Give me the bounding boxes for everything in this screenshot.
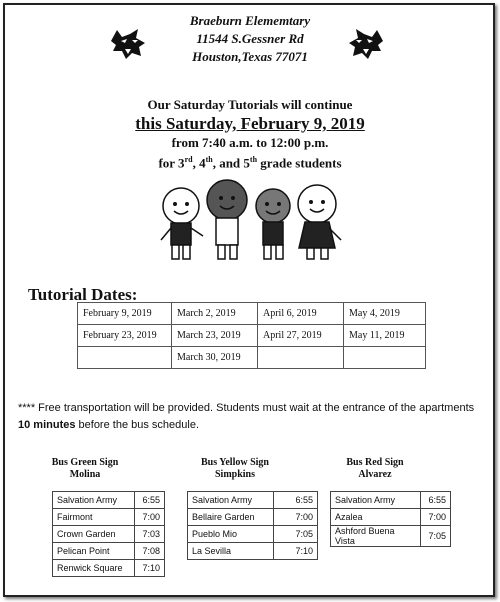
bus-yellow-header	[180, 457, 290, 481]
grades-suffix: grade students	[257, 155, 342, 171]
table-row	[53, 543, 165, 560]
bus-green-header	[30, 457, 140, 481]
table-cell: April 6, 2019	[258, 303, 344, 325]
table-cell: February 9, 2019	[78, 303, 172, 325]
bus-sign: Bus Green Sign	[51, 457, 119, 468]
notice-emphasis: 10 minutes	[18, 419, 76, 431]
table-row	[53, 509, 165, 526]
table-row	[188, 492, 318, 509]
stop-name: Pelican Point	[53, 543, 135, 560]
stop-name: Ashford Buena Vista	[331, 526, 421, 547]
table-cell	[344, 347, 426, 369]
grade-sup-1: rd	[184, 155, 193, 164]
table-cell	[258, 347, 344, 369]
stop-time: 7:00	[135, 509, 165, 526]
tutorial-dates-table	[77, 302, 426, 369]
stop-name: Salvation Army	[331, 492, 421, 509]
stop-time: 7:10	[135, 560, 165, 577]
grade-sup-2: th	[205, 155, 213, 164]
bus-sign: Bus Red Sign	[346, 457, 404, 468]
school-header	[0, 12, 500, 66]
table-row	[78, 325, 426, 347]
table-cell: May 11, 2019	[344, 325, 426, 347]
stop-name: Bellaire Garden	[188, 509, 274, 526]
stop-name: Fairmont	[53, 509, 135, 526]
stop-time: 7:00	[421, 509, 451, 526]
stop-time: 7:10	[274, 543, 318, 560]
bus-driver: Molina	[69, 469, 101, 480]
grades-mid-1: , 4	[192, 155, 206, 171]
bus-sign: Bus Yellow Sign	[201, 457, 269, 468]
intro-date-headline: this Saturday, February 9, 2019	[135, 114, 365, 133]
stop-name: Azalea	[331, 509, 421, 526]
table-row	[78, 303, 426, 325]
stop-name: Salvation Army	[188, 492, 274, 509]
stop-time: 7:03	[135, 526, 165, 543]
panther-head-icon	[108, 27, 148, 61]
bus-red-schedule	[330, 491, 451, 547]
table-row	[78, 347, 426, 369]
table-row	[331, 526, 451, 547]
table-cell: March 30, 2019	[172, 347, 258, 369]
table-row	[53, 560, 165, 577]
stop-name: Crown Garden	[53, 526, 135, 543]
intro-time: from 7:40 a.m. to 12:00 p.m.	[171, 135, 329, 150]
table-cell: May 4, 2019	[344, 303, 426, 325]
stop-name: La Sevilla	[188, 543, 274, 560]
table-row	[331, 492, 451, 509]
table-row	[331, 509, 451, 526]
stop-time: 7:05	[421, 526, 451, 547]
stop-time: 7:08	[135, 543, 165, 560]
notice-text-2: before the bus schedule.	[75, 419, 199, 431]
stop-name: Renwick Square	[53, 560, 135, 577]
stop-time: 7:05	[274, 526, 318, 543]
stop-time: 6:55	[135, 492, 165, 509]
table-row	[53, 526, 165, 543]
intro-grades	[0, 151, 500, 171]
bus-red-header	[320, 457, 430, 481]
grades-mid-2: , and 5	[212, 155, 250, 171]
school-city: Houston,Texas 77071	[192, 49, 308, 64]
school-address: 11544 S.Gessner Rd	[196, 31, 304, 46]
bus-driver: Alvarez	[358, 469, 392, 480]
stop-name: Salvation Army	[53, 492, 135, 509]
bus-yellow-schedule	[187, 491, 318, 560]
stop-time: 6:55	[274, 492, 318, 509]
grade-sup-3: th	[249, 155, 258, 164]
table-row	[188, 509, 318, 526]
grades-prefix: for 3	[158, 155, 185, 171]
table-cell: March 2, 2019	[172, 303, 258, 325]
stop-time: 7:00	[274, 509, 318, 526]
school-name: Braeburn Elememtary	[189, 13, 311, 28]
transportation-notice	[18, 400, 486, 434]
table-cell: April 27, 2019	[258, 325, 344, 347]
table-cell: March 23, 2019	[172, 325, 258, 347]
bus-driver: Simpkins	[214, 469, 256, 480]
stop-name: Pueblo Mio	[188, 526, 274, 543]
children-illustration	[155, 178, 347, 264]
table-cell	[78, 347, 172, 369]
tutorial-dates-title: Tutorial Dates:	[28, 285, 138, 304]
stop-time: 6:55	[421, 492, 451, 509]
panther-head-icon	[346, 27, 386, 61]
intro-block	[0, 96, 500, 171]
table-cell: February 23, 2019	[78, 325, 172, 347]
bus-green-schedule	[52, 491, 165, 577]
notice-text-1: **** Free transportation will be provided. Students must wait at the entrance of the apartments	[18, 402, 475, 414]
table-row	[53, 492, 165, 509]
intro-line-1: Our Saturday Tutorials will continue	[147, 97, 353, 112]
table-row	[188, 543, 318, 560]
table-row	[188, 526, 318, 543]
